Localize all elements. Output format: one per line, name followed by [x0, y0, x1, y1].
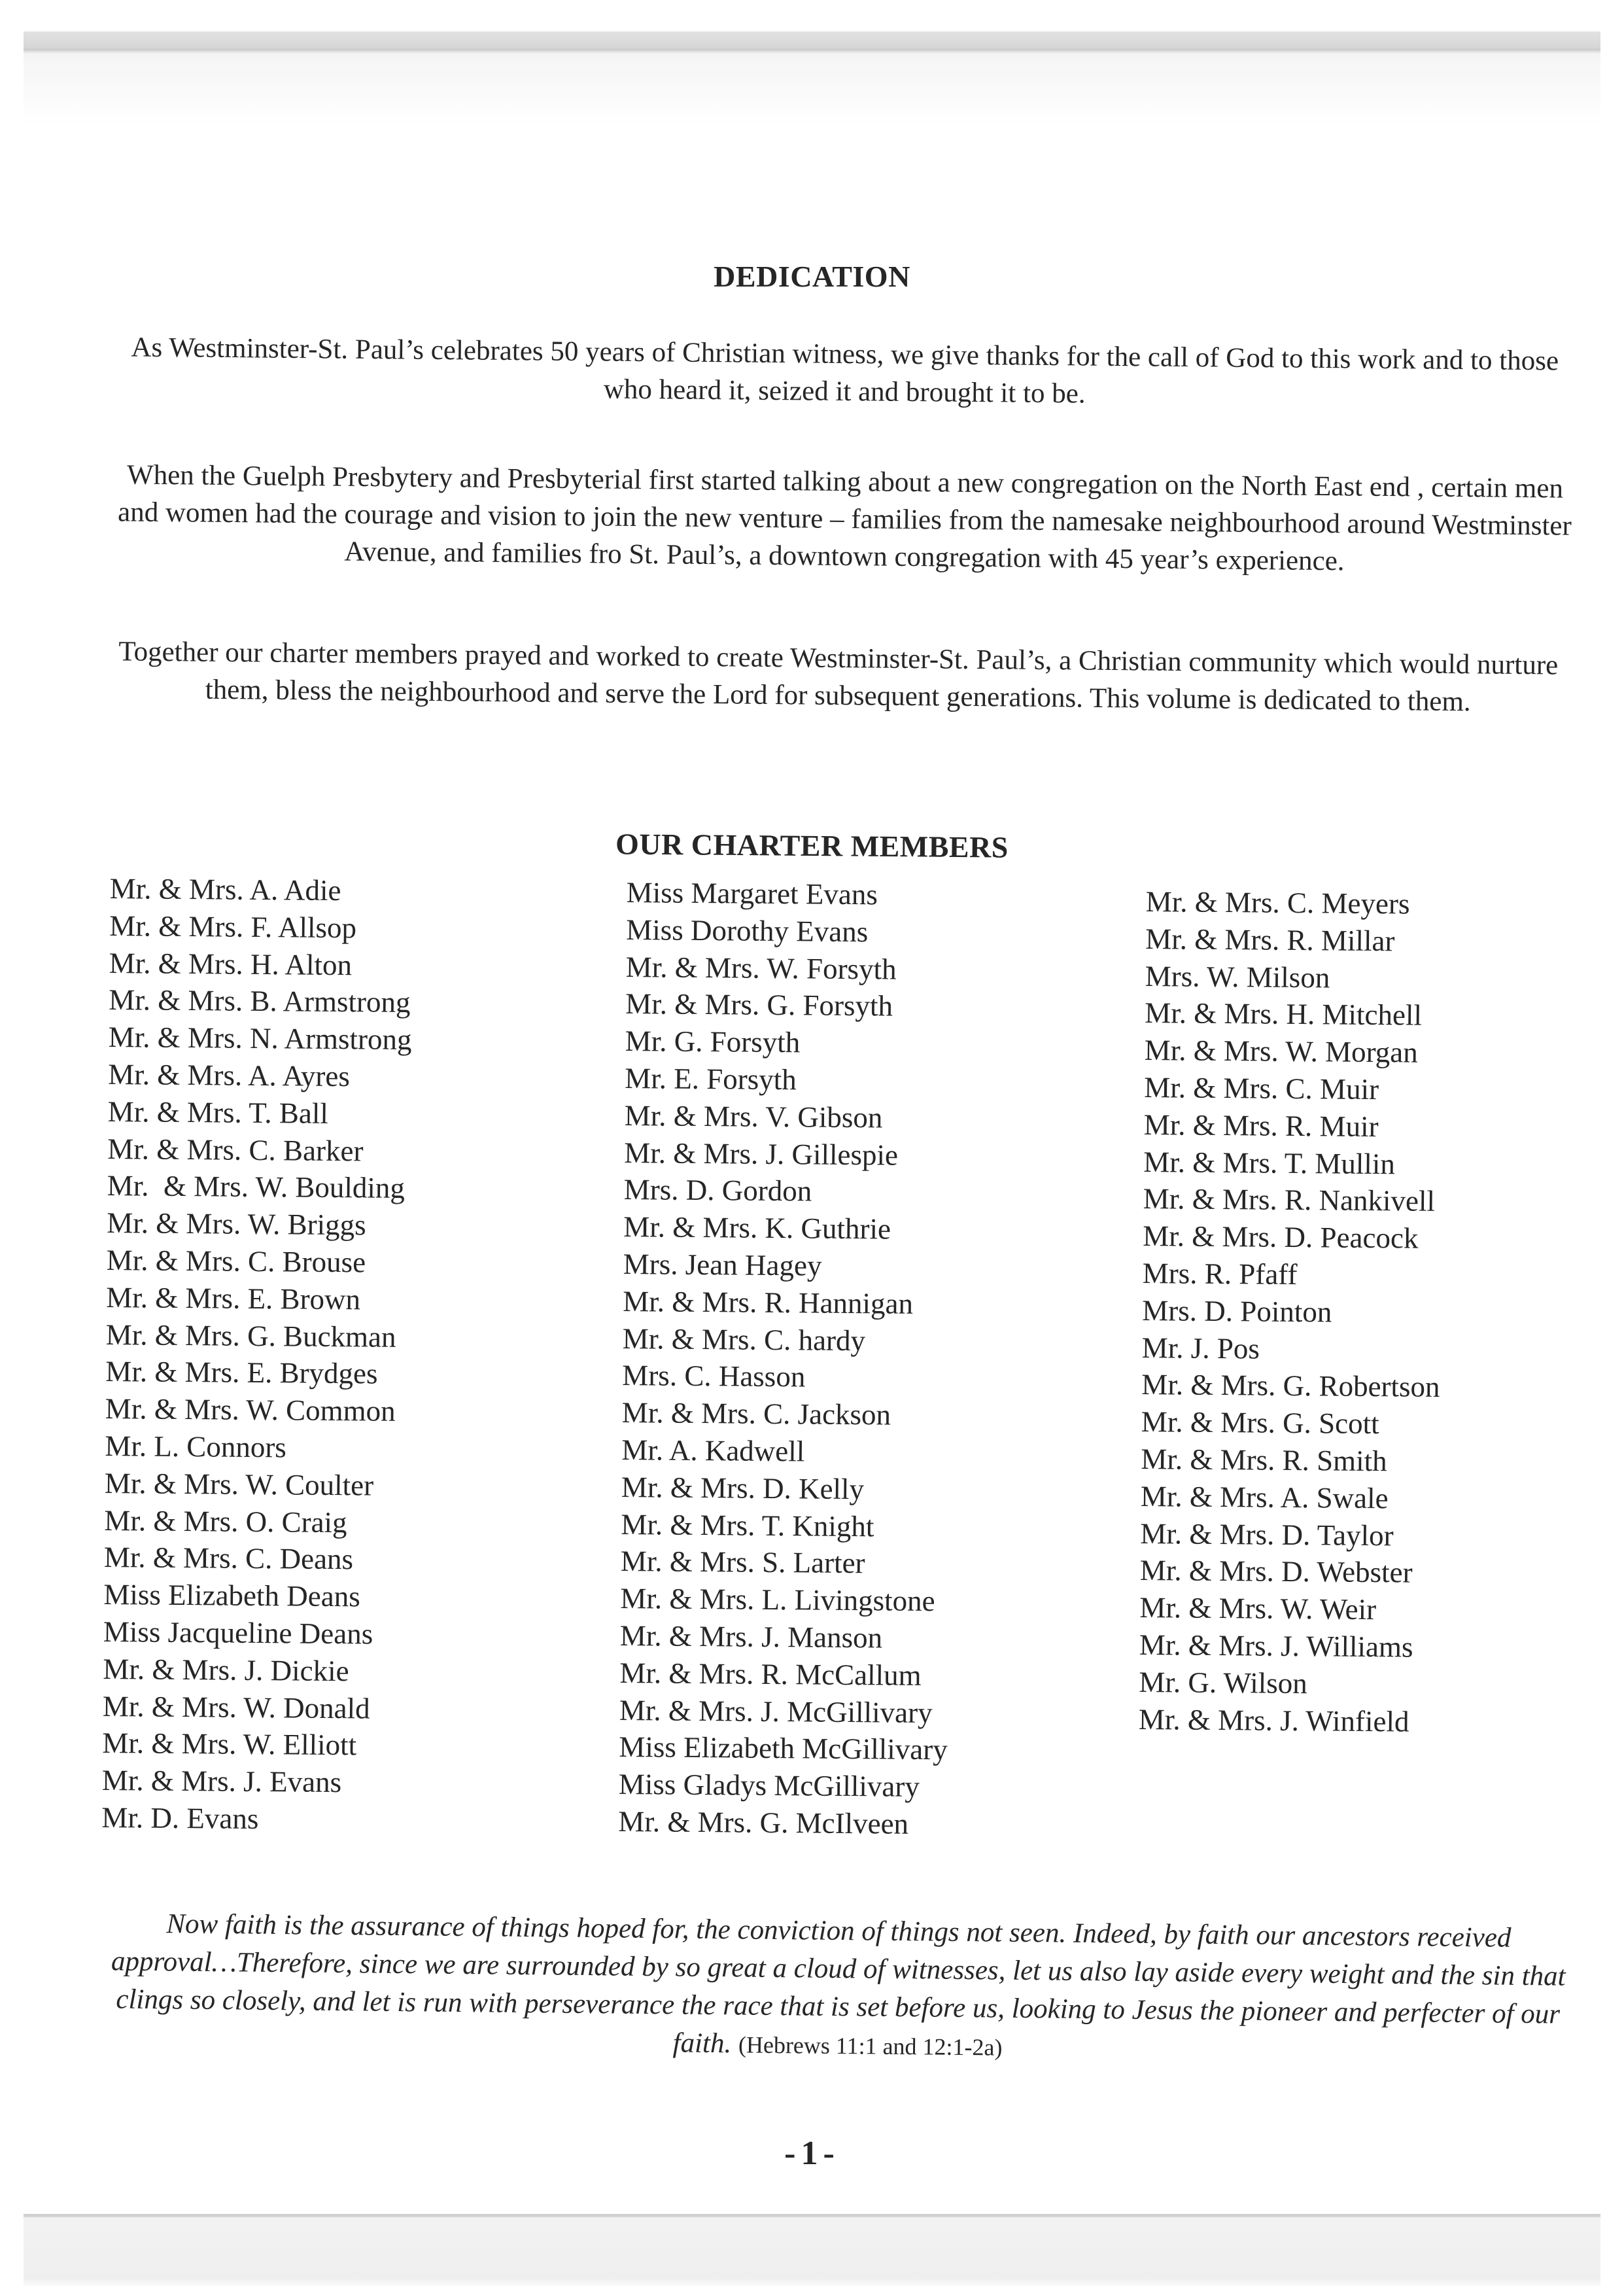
member-name: Mr. & Mrs. L. Livingstone — [620, 1582, 935, 1618]
member-name: Mr. & Mrs. R. Hannigan — [623, 1284, 914, 1320]
member-name: Mr. & Mrs. J. Evans — [101, 1764, 342, 1799]
member-name: Mr. & Mrs. W. Elliott — [102, 1726, 357, 1762]
member-name: Mr. & Mrs. G. McIlveen — [618, 1804, 909, 1840]
member-name: Mr. & Mrs. A. Swale — [1140, 1479, 1389, 1515]
member-name: Mr. & Mrs. J. Williams — [1139, 1628, 1413, 1664]
member-name: Mr. & Mrs. D. Kelly — [621, 1470, 865, 1505]
member-name: Mrs. W. Milson — [1145, 959, 1330, 994]
member-name: Mr. D. Evans — [101, 1800, 259, 1835]
member-name: Mr. & Mrs. T. Knight — [621, 1507, 874, 1543]
member-name: Mr. & Mrs. D. Taylor — [1140, 1516, 1394, 1552]
verse-reference: (Hebrews 11:1 and 12:1-2a) — [738, 2031, 1003, 2061]
member-name: Mr. & Mrs. W. Forsyth — [625, 950, 897, 986]
dedication-paragraph: As Westminster-St. Paul’s celebrates 50 years of Christian witness, we give thanks for the call of God to this work and to those who heard it, seized it and brought it to be. — [131, 332, 1559, 410]
member-name: Mr. & Mrs. N. Armstrong — [108, 1021, 412, 1057]
member-name: Mr. & Mrs. C. hardy — [622, 1322, 866, 1357]
member-name: Mr. & Mrs. W. Morgan — [1144, 1034, 1418, 1069]
member-name: Mr. & Mrs. J. McGillivary — [619, 1693, 933, 1729]
member-name: Mr. & Mrs. G. Forsyth — [625, 987, 893, 1023]
member-name: Mr. & Mrs. O. Craig — [104, 1503, 347, 1539]
member-name: Mr. & Mrs. W. Weir — [1139, 1591, 1377, 1626]
member-name: Mr. & Mrs. E. Brown — [106, 1280, 361, 1316]
member-name: Mr. & Mrs. D. Webster — [1139, 1554, 1413, 1589]
member-name: Mr. & Mrs. R. Millar — [1145, 922, 1395, 958]
member-name: Mr. & Mrs. T. Mullin — [1143, 1145, 1396, 1180]
member-name: Mr. & Mrs. D. Peacock — [1143, 1219, 1419, 1255]
member-name: Mr. & Mrs. A. Ayres — [108, 1057, 351, 1093]
member-name: Mr. & Mrs. C. Barker — [107, 1132, 364, 1167]
member-name: Mr. & Mrs. G. Buckman — [105, 1318, 396, 1354]
member-name: Mr. & Mrs. R. McCallum — [619, 1656, 922, 1692]
member-name: Mr. & Mrs. C. Meyers — [1145, 885, 1410, 920]
member-name: Mr. & Mrs. H. Alton — [109, 946, 353, 981]
page-number: -1- — [784, 2135, 840, 2172]
member-name: Mr. E. Forsyth — [625, 1061, 797, 1096]
member-name: Miss Elizabeth Deans — [103, 1578, 360, 1613]
member-name: Mr. & Mrs. W. Donald — [102, 1689, 370, 1725]
member-name: Mr. & Mrs. J. Manson — [619, 1619, 883, 1655]
members-column-3 — [1139, 883, 1445, 1740]
member-name: Mr. & Mrs. E. Brydges — [105, 1355, 378, 1390]
member-name: Mr. & Mrs. B. Armstrong — [109, 983, 411, 1019]
member-name: Mr. & Mrs. G. Robertson — [1141, 1368, 1440, 1404]
member-name: Mr. & Mrs. J. Winfield — [1138, 1702, 1409, 1738]
member-name: Mr. & Mrs. W. Common — [105, 1392, 396, 1428]
member-name: Mr. A. Kadwell — [621, 1433, 805, 1468]
members-column-1 — [101, 870, 413, 1839]
member-name: Mr. & Mrs. K. Guthrie — [623, 1210, 891, 1246]
member-name: Mr. J. Pos — [1141, 1331, 1260, 1365]
members-column-2 — [618, 874, 955, 1843]
member-name: Mrs. D. Pointon — [1142, 1293, 1332, 1329]
member-name: Mr. & Mrs. R. Smith — [1141, 1442, 1387, 1478]
member-name: Miss Margaret Evans — [626, 875, 878, 911]
verse-text: Now faith is the assurance of things hoped for, the conviction of things not seen. Indeed, by faith our ancestors received approval…Therefore, since we are surrounded by so great a cloud of witnesses, let us also lay aside every weight and the sin that clings so closely, and let is run with perseverance the race that is set before us, looking to Jesus the pioneer and perfecter of our faith. — [111, 1908, 1566, 2059]
dedication-paragraph: Together our charter members prayed and worked to create Westminster-St. Paul’s, a Christian community which would nurture them, bless the neighbourhood and serve the Lord for subsequent generations. This volume is dedicated to them. — [118, 636, 1559, 718]
member-name: Miss Gladys McGillivary — [618, 1768, 920, 1804]
member-name: Mr. & Mrs. C. Muir — [1144, 1070, 1379, 1106]
member-name: Mr. & Mrs. C. Brouse — [106, 1243, 366, 1279]
member-name: Miss Elizabeth McGillivary — [619, 1730, 948, 1766]
member-name: Mrs. D. Gordon — [623, 1173, 812, 1208]
member-name: Mr. & Mrs. R. Nankivell — [1143, 1182, 1436, 1218]
member-name: Mr. & Mrs. T. Ball — [107, 1095, 329, 1130]
member-name: Miss Dorothy Evans — [626, 913, 869, 949]
member-name: Mr. & Mrs. F. Allsop — [109, 909, 357, 945]
member-name: Mrs. C. Hasson — [622, 1359, 806, 1393]
scan-edge-bottom — [24, 2214, 1600, 2286]
member-name: Mr. & Mrs. W. Boulding — [107, 1169, 406, 1205]
member-name: Mr. & Mrs. G. Scott — [1141, 1405, 1379, 1441]
member-name: Mr. & Mrs. S. Larter — [620, 1545, 865, 1580]
member-name: Mr. G. Wilson — [1139, 1665, 1307, 1700]
member-name: Mr. & Mrs. C. Jackson — [621, 1396, 891, 1431]
dedication-paragraph: When the Guelph Presbytery and Presbyterial first started talking about a new congregation on the North East end , certain men and women had the courage and vision to join the new venture – families from the namesake neighbourhood around Westminster Avenue, and families fro St. Paul’s, a downtown congregation with 45 year’s experience. — [117, 459, 1572, 577]
charter-members-title: OUR CHARTER MEMBERS — [615, 827, 1009, 864]
member-name: Mr. & Mrs. C. Deans — [103, 1541, 354, 1576]
member-name: Mrs. Jean Hagey — [623, 1247, 822, 1282]
member-name: Miss Jacqueline Deans — [103, 1615, 373, 1651]
dedication-title: DEDICATION — [714, 259, 910, 293]
member-name: Mr. L. Connors — [105, 1429, 287, 1464]
member-name: Mr. & Mrs. H. Mitchell — [1145, 996, 1423, 1032]
member-name: Mr. & Mrs. W. Briggs — [107, 1206, 366, 1242]
member-name: Mr. & Mrs. V. Gibson — [624, 1098, 883, 1134]
member-name: Mr. & Mrs. A. Adie — [109, 871, 341, 907]
member-name: Mr. & Mrs. W. Coulter — [104, 1466, 374, 1502]
member-name: Mr. G. Forsyth — [625, 1025, 801, 1059]
member-name: Mr. & Mrs. R. Muir — [1143, 1108, 1379, 1143]
member-name: Mr. & Mrs. J. Gillespie — [624, 1136, 899, 1172]
member-name: Mrs. R. Pfaff — [1142, 1256, 1298, 1291]
scripture-verse — [104, 1904, 1572, 2072]
member-name: Mr. & Mrs. J. Dickie — [103, 1652, 349, 1687]
scan-edge-top — [24, 31, 1600, 54]
